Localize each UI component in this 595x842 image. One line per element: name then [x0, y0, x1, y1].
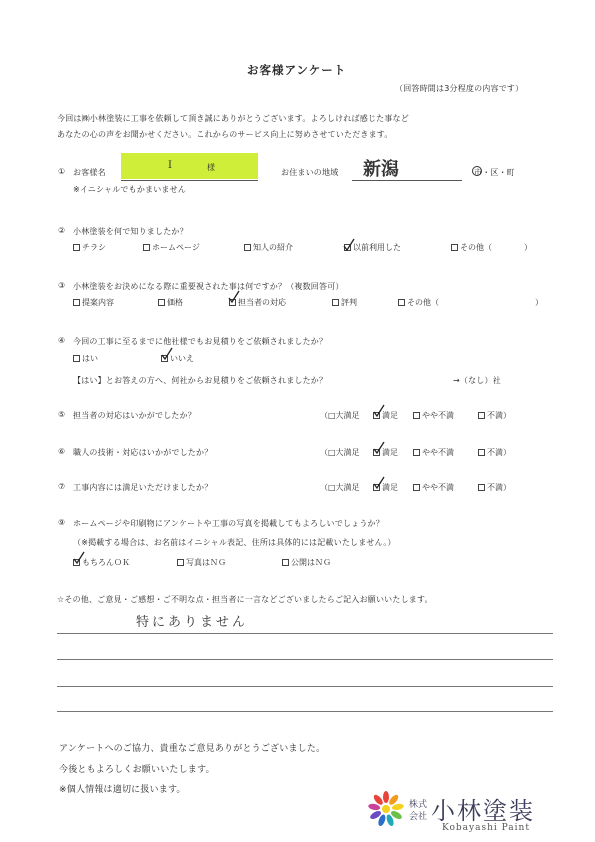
- q4-followup: 【はい】とお答えの方へ、何社からお見積りをご依頼されましたか？: [73, 376, 328, 385]
- area-value[interactable]: 新潟: [363, 159, 399, 180]
- option-reputation: 評判: [341, 298, 357, 307]
- option-other-3: その他（ ）: [407, 298, 543, 307]
- option-staff-response: 担当者の対応: [238, 298, 286, 307]
- option-price: 価格: [167, 298, 183, 307]
- q5-question: 担当者の対応はいかがでしたか？: [73, 411, 196, 420]
- q6-number: ⑥: [58, 447, 66, 456]
- comment-line: [57, 659, 553, 660]
- checkbox-reputation[interactable]: [332, 299, 339, 306]
- q5-checkbox-somewhat[interactable]: [413, 412, 420, 419]
- q5-checkbox-dissatisfied[interactable]: [478, 412, 485, 419]
- option-no: いいえ: [170, 354, 194, 363]
- q2-question: 小林塗装を何で知りましたか？: [73, 227, 188, 236]
- q4-question: 今回の工事に至るまでに他社様でもお見積りをご依頼されましたか？: [73, 337, 328, 346]
- option-ok: もちろんＯＫ: [82, 558, 130, 567]
- q3-question: 小林塗装をお決めになる際に重要視された事は何ですか？（複数回答可）: [73, 282, 344, 291]
- checkbox-flyer[interactable]: [73, 244, 80, 251]
- comment-line: [57, 686, 553, 687]
- checkbox-public-ng[interactable]: [282, 559, 289, 566]
- q6-very-satisfied[interactable]: （□大満足: [320, 448, 360, 457]
- q1-number: ①: [58, 167, 66, 176]
- q6-question: 職人の技術・対応はいかがでしたか？: [73, 448, 213, 457]
- q7-satisfied: 満足: [382, 483, 398, 492]
- checkbox-price[interactable]: [158, 299, 165, 306]
- q9-number: ⑨: [58, 518, 66, 527]
- option-flyer: チラシ: [82, 243, 106, 252]
- q7-checkbox-dissatisfied[interactable]: [478, 484, 485, 491]
- name-underline: [121, 180, 258, 181]
- q6-dissatisfied: 不満）: [487, 448, 511, 457]
- q9-question: ホームページや印刷物にアンケートや工事の写真を掲載してもよろしいでしょうか？: [73, 519, 384, 528]
- q7-question: 工事内容には満足いただけましたか？: [73, 483, 213, 492]
- option-proposal: 提案内容: [82, 298, 114, 307]
- checkbox-homepage[interactable]: [143, 244, 150, 251]
- closing-line-2: 今後ともよろしくお願いいたします。: [59, 765, 215, 775]
- q5-very-satisfied[interactable]: （□大満足: [320, 411, 360, 420]
- checkbox-other[interactable]: [451, 244, 458, 251]
- q7-somewhat-dissatisfied: やや不満: [422, 483, 454, 492]
- option-public-ng: 公開はＮＧ: [291, 558, 331, 567]
- q4-number: ④: [58, 336, 66, 345]
- q6-checkbox-dissatisfied[interactable]: [478, 449, 485, 456]
- q6-checkbox-somewhat[interactable]: [413, 449, 420, 456]
- option-homepage: ホームページ: [152, 243, 200, 252]
- area-suffix: 市・区・町: [474, 168, 515, 177]
- time-note: （回答時間は3分程度の内容です）: [395, 84, 524, 93]
- q5-satisfied: 満足: [382, 411, 398, 420]
- page-title: お客様アンケート: [247, 63, 347, 77]
- comment-line: [57, 711, 553, 712]
- closing-line-1: アンケートへのご協力、貴重なご意見ありがとうございました。: [59, 744, 326, 754]
- option-photo-ng: 写真はＮＧ: [186, 558, 226, 567]
- q2-number: ②: [58, 226, 66, 235]
- option-other: その他（ ）: [460, 243, 532, 252]
- option-referral: 知人の紹介: [253, 243, 293, 252]
- intro-line-2: あなたの心の声をお聞かせください。これからのサービス向上に努めさせていただきます。: [57, 130, 393, 139]
- q6-somewhat-dissatisfied: やや不満: [422, 448, 454, 457]
- q9-note: （※掲載する場合は、お名前はイニシャル表記、住所は具体的には記載いたしません。）: [73, 538, 396, 547]
- q6-satisfied: 満足: [382, 448, 398, 457]
- checkbox-proposal[interactable]: [73, 299, 80, 306]
- q7-number: ⑦: [58, 482, 66, 491]
- name-sama: 様: [207, 163, 216, 172]
- q4-followup-answer[interactable]: →（なし）社: [453, 376, 501, 385]
- checkbox-yes[interactable]: [73, 355, 80, 362]
- q7-very-satisfied[interactable]: （□大満足: [320, 483, 360, 492]
- checkbox-other-3[interactable]: [398, 299, 405, 306]
- option-previous-use: 以前利用した: [353, 243, 401, 252]
- q5-dissatisfied: 不満）: [487, 411, 511, 420]
- area-underline: [352, 180, 462, 181]
- q5-number: ⑤: [58, 410, 66, 419]
- q3-number: ③: [58, 281, 66, 290]
- logo-romaji: Kobayashi Paint: [442, 823, 530, 833]
- logo-kabushiki: 株式: [409, 800, 428, 810]
- comments-answer[interactable]: 特にありません: [136, 615, 249, 630]
- area-label: お住まいの地域: [281, 168, 339, 177]
- checkbox-referral[interactable]: [244, 244, 251, 251]
- q7-dissatisfied: 不満）: [487, 483, 511, 492]
- closing-line-3: ※個人情報は適切に扱います。: [59, 785, 186, 795]
- intro-line-1: 今回は㈱小林塗装に工事を依頼して頂き誠にありがとうございます。よろしければ感じた事など: [57, 114, 409, 123]
- q1-label: お客様名: [73, 168, 106, 177]
- q1-note: ※イニシャルでもかまいません: [73, 185, 187, 194]
- q7-checkbox-somewhat[interactable]: [413, 484, 420, 491]
- name-highlight: [121, 153, 258, 179]
- comment-line: [57, 633, 553, 634]
- logo-company-name: 小林塗装: [431, 797, 535, 825]
- checkbox-photo-ng[interactable]: [177, 559, 184, 566]
- logo-flower-icon: [368, 790, 404, 830]
- logo-kaisha: 会社: [409, 812, 428, 822]
- option-yes: はい: [82, 354, 98, 363]
- comments-prompt: ☆その他、ご意見・ご感想・ご不明な点・担当者に一言などございましたらご記入お願いいたします。: [57, 595, 433, 604]
- name-value[interactable]: I: [168, 160, 172, 171]
- q5-somewhat-dissatisfied: やや不満: [422, 411, 454, 420]
